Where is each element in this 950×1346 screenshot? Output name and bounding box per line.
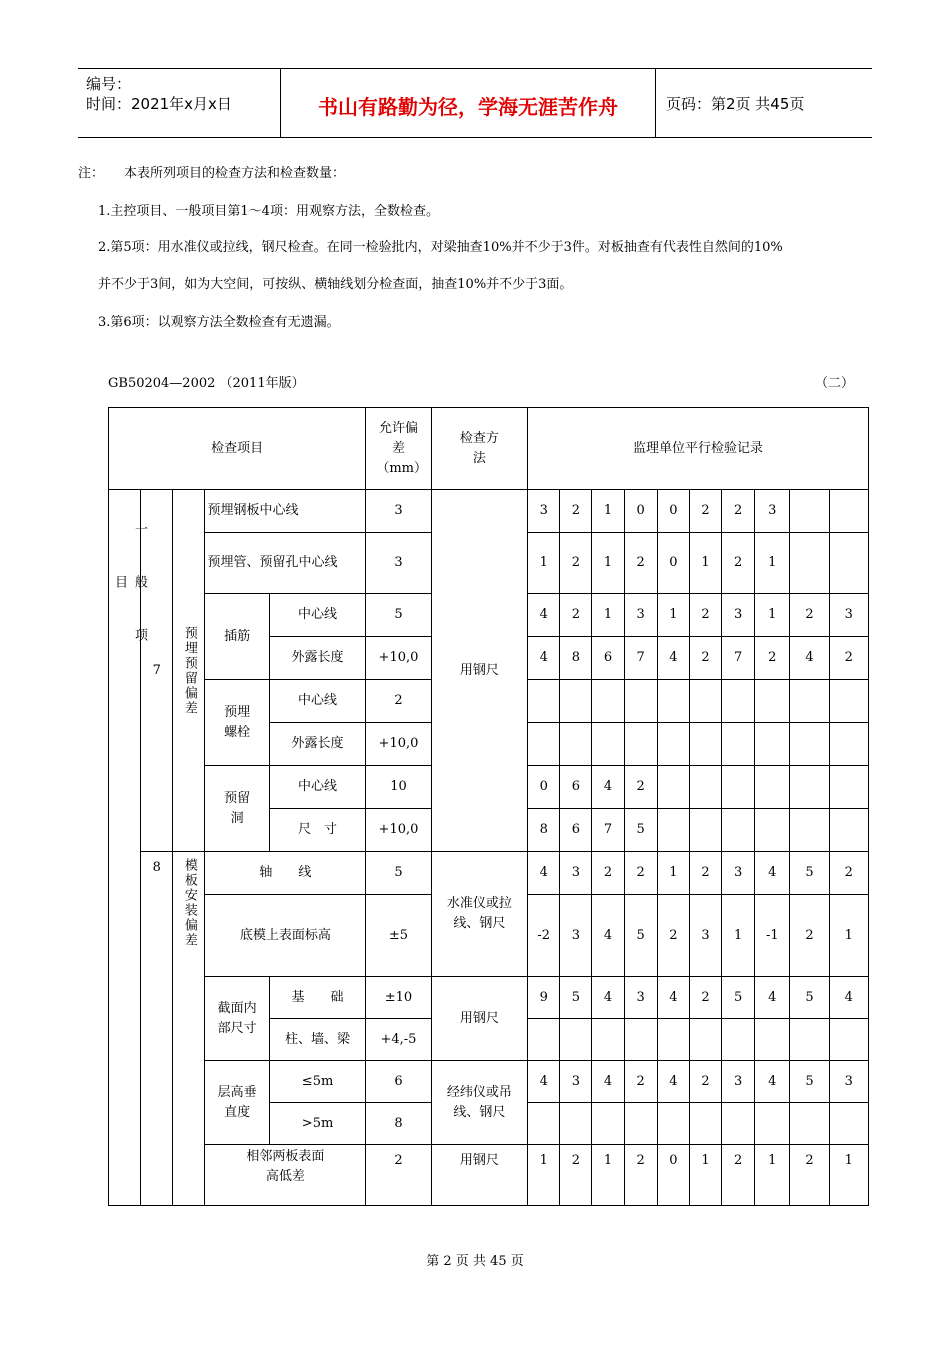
part-number: （二） xyxy=(814,376,854,391)
record-cell: 4 xyxy=(592,766,624,809)
tol-axis: 5 xyxy=(366,852,431,895)
label-center: 中心线 xyxy=(269,766,366,809)
record-cell: 1 xyxy=(592,594,624,637)
record-cell xyxy=(829,809,868,852)
record-cell: 2 xyxy=(722,1145,755,1206)
record-cell xyxy=(755,1103,790,1145)
label-base: 基 础 xyxy=(269,977,366,1019)
record-cell xyxy=(528,1103,560,1145)
tol-le5: 6 xyxy=(366,1061,431,1103)
record-cell xyxy=(829,766,868,809)
record-cell xyxy=(790,680,829,723)
label-adjacent: 相邻两板表面高低差 xyxy=(205,1145,366,1206)
record-cell: 3 xyxy=(624,977,657,1019)
record-cell xyxy=(790,723,829,766)
record-cell: 3 xyxy=(560,895,592,977)
record-cell: 2 xyxy=(790,895,829,977)
record-cell: 0 xyxy=(657,490,689,533)
record-cell: 4 xyxy=(755,1061,790,1103)
record-cell: 2 xyxy=(657,895,689,977)
record-cell xyxy=(790,1019,829,1061)
record-cell: 4 xyxy=(528,637,560,680)
method-section-ruler: 用钢尺 xyxy=(431,977,527,1061)
record-cell: 2 xyxy=(689,594,721,637)
record-cell: 3 xyxy=(722,852,755,895)
note-lead: 注： xyxy=(78,166,105,181)
header-row xyxy=(109,408,869,490)
record-cell: 1 xyxy=(829,895,868,977)
record-cell: 3 xyxy=(829,1061,868,1103)
record-cell xyxy=(790,809,829,852)
label-rebar: 插筋 xyxy=(205,594,269,680)
record-cell xyxy=(689,766,721,809)
standard-code: GB50204—2002 （2011年版） xyxy=(108,376,305,391)
record-cell xyxy=(528,1019,560,1061)
record-cell: 4 xyxy=(592,895,624,977)
label-bolt: 预埋螺栓 xyxy=(205,680,269,766)
record-cell: 2 xyxy=(689,852,721,895)
note-item-1: 1.主控项目、一般项目第1～4项：用观察方法，全数检查。 xyxy=(98,204,439,219)
record-cell: 1 xyxy=(755,533,790,594)
record-cell xyxy=(657,1103,689,1145)
label-center: 中心线 xyxy=(269,594,366,637)
tol-hole-size: +10,0 xyxy=(366,809,431,852)
record-cell xyxy=(624,1019,657,1061)
tol-col-wall-beam: +4,-5 xyxy=(366,1019,431,1061)
record-cell: 4 xyxy=(592,1061,624,1103)
row-axis xyxy=(109,852,869,895)
record-cell xyxy=(722,1019,755,1061)
record-cell: 1 xyxy=(592,533,624,594)
record-cell: 4 xyxy=(528,1061,560,1103)
group-8-name: 模板安装偏差 xyxy=(181,858,197,948)
page-label: 页码：第2页 共45页 xyxy=(666,95,805,113)
record-cell: 2 xyxy=(722,533,755,594)
tol-gt5: 8 xyxy=(366,1103,431,1145)
record-cell: 2 xyxy=(689,637,721,680)
record-cell: 1 xyxy=(689,533,721,594)
record-cell: 5 xyxy=(560,977,592,1019)
record-cell xyxy=(722,723,755,766)
record-cell xyxy=(528,723,560,766)
record-cell: 0 xyxy=(657,1145,689,1206)
record-cell: 1 xyxy=(829,1145,868,1206)
label-axis: 轴 线 xyxy=(205,852,366,895)
record-cell: -1 xyxy=(755,895,790,977)
label-gt5: >5m xyxy=(269,1103,366,1145)
record-cell: -2 xyxy=(528,895,560,977)
record-cell xyxy=(829,723,868,766)
record-cell xyxy=(592,1019,624,1061)
category-label: 一般项目 xyxy=(112,521,147,681)
record-cell: 0 xyxy=(528,766,560,809)
record-cell: 0 xyxy=(657,533,689,594)
tol-bolt-exposed: +10,0 xyxy=(366,723,431,766)
record-cell xyxy=(689,809,721,852)
record-cell: 8 xyxy=(528,809,560,852)
label-col-wall-beam: 柱、墙、梁 xyxy=(269,1019,366,1061)
label-center: 中心线 xyxy=(269,680,366,723)
record-cell: 3 xyxy=(560,1061,592,1103)
record-cell: 4 xyxy=(755,852,790,895)
record-cell xyxy=(624,1103,657,1145)
record-cell: 3 xyxy=(560,852,592,895)
tol-bolt-center: 2 xyxy=(366,680,431,723)
record-cell: 2 xyxy=(829,852,868,895)
record-cell xyxy=(755,1019,790,1061)
record-cell: 1 xyxy=(592,1145,624,1206)
record-cell: 4 xyxy=(657,977,689,1019)
record-cell: 1 xyxy=(528,533,560,594)
group-8-name-cell xyxy=(173,852,205,1206)
record-cell: 4 xyxy=(657,637,689,680)
record-cell xyxy=(790,533,829,594)
record-cell: 3 xyxy=(624,594,657,637)
record-cell: 3 xyxy=(528,490,560,533)
record-cell: 5 xyxy=(722,977,755,1019)
record-cell: 1 xyxy=(722,895,755,977)
header-tolerance: 允许偏差（mm） xyxy=(366,408,431,490)
record-cell: 4 xyxy=(829,977,868,1019)
label-exposed: 外露长度 xyxy=(269,637,366,680)
record-cell: 6 xyxy=(560,809,592,852)
record-cell: 1 xyxy=(755,1145,790,1206)
record-cell: 2 xyxy=(689,490,721,533)
record-cell: 2 xyxy=(592,852,624,895)
record-cell: 2 xyxy=(624,766,657,809)
method-level-line: 水准仪或拉线、钢尺 xyxy=(431,852,527,977)
record-cell: 2 xyxy=(560,1145,592,1206)
number-label: 编号： xyxy=(86,75,132,93)
record-cell xyxy=(829,490,868,533)
tol-bottom-elev: ±5 xyxy=(366,895,431,977)
record-cell xyxy=(829,1019,868,1061)
record-cell xyxy=(722,680,755,723)
record-cell xyxy=(722,809,755,852)
record-cell: 5 xyxy=(624,895,657,977)
record-cell: 2 xyxy=(829,637,868,680)
tol-pipe-center: 3 xyxy=(366,533,431,594)
record-cell xyxy=(755,766,790,809)
time-label: 时间：2021年x月x日 xyxy=(86,95,232,113)
record-cell: 7 xyxy=(722,637,755,680)
record-cell: 5 xyxy=(790,1061,829,1103)
record-cell: 1 xyxy=(528,1145,560,1206)
record-cell: 2 xyxy=(722,490,755,533)
record-cell xyxy=(829,1103,868,1145)
record-cell xyxy=(592,1103,624,1145)
header-divider xyxy=(280,69,281,137)
label-exposed: 外露长度 xyxy=(269,723,366,766)
record-cell xyxy=(657,766,689,809)
record-cell: 3 xyxy=(755,490,790,533)
label-section: 截面内部尺寸 xyxy=(205,977,269,1061)
record-cell: 4 xyxy=(592,977,624,1019)
record-cell: 3 xyxy=(722,594,755,637)
tol-adjacent: 2 xyxy=(366,1145,431,1206)
row-vertical-le5 xyxy=(109,1061,869,1103)
label-bottom-elev: 底模上表面标高 xyxy=(205,895,366,977)
record-cell: 2 xyxy=(790,1145,829,1206)
group-8-no: 8 xyxy=(141,852,173,1206)
label-le5: ≤5m xyxy=(269,1061,366,1103)
record-cell xyxy=(560,723,592,766)
record-cell xyxy=(755,809,790,852)
record-cell: 6 xyxy=(592,637,624,680)
method-adjacent-ruler: 用钢尺 xyxy=(431,1145,527,1206)
record-cell: 2 xyxy=(560,594,592,637)
record-cell xyxy=(689,723,721,766)
record-cell xyxy=(657,809,689,852)
record-cell xyxy=(722,1103,755,1145)
record-cell xyxy=(790,490,829,533)
label-vertical: 层高垂直度 xyxy=(205,1061,269,1145)
header-divider xyxy=(655,69,656,137)
row-adjacent xyxy=(109,1145,869,1206)
record-cell xyxy=(592,680,624,723)
method-steel-ruler: 用钢尺 xyxy=(431,490,527,852)
record-cell: 4 xyxy=(755,977,790,1019)
tol-hole-center: 10 xyxy=(366,766,431,809)
label-hole: 预留洞 xyxy=(205,766,269,852)
record-cell xyxy=(624,723,657,766)
record-cell: 2 xyxy=(624,1061,657,1103)
record-cell: 7 xyxy=(592,809,624,852)
record-cell xyxy=(790,1103,829,1145)
record-cell xyxy=(560,1103,592,1145)
record-cell xyxy=(657,680,689,723)
row-section-base xyxy=(109,977,869,1019)
note-item-2-cont: 并不少于3间，如为大空间，可按纵、横轴线划分检查面，抽查10%并不少于3面。 xyxy=(98,277,573,292)
record-cell xyxy=(528,680,560,723)
record-cell: 2 xyxy=(755,637,790,680)
note-item-2: 2.第5项：用水准仪或拉线，钢尺检查。在同一检验批内，对梁抽查10%并不少于3件。对板抽查有代表性自然间的10% xyxy=(98,240,783,255)
record-cell: 3 xyxy=(829,594,868,637)
row-plate-center xyxy=(109,490,869,533)
record-cell xyxy=(560,680,592,723)
group-7-name: 预埋预留偏差 xyxy=(181,625,197,716)
inspection-table xyxy=(108,407,869,1206)
record-cell xyxy=(657,723,689,766)
header-item: 检查项目 xyxy=(109,408,366,490)
label-pipe-center: 预埋管、预留孔中心线 xyxy=(205,533,366,594)
tol-plate-center: 3 xyxy=(366,490,431,533)
method-theodolite: 经纬仪或吊线、钢尺 xyxy=(431,1061,527,1145)
group-7-name-cell xyxy=(173,490,205,852)
record-cell: 2 xyxy=(560,490,592,533)
record-cell: 2 xyxy=(624,533,657,594)
record-cell xyxy=(829,533,868,594)
record-cell: 2 xyxy=(560,533,592,594)
record-cell: 1 xyxy=(657,594,689,637)
record-cell xyxy=(755,723,790,766)
record-cell xyxy=(689,1019,721,1061)
note-item-3: 3.第6项：以观察方法全数检查有无遗漏。 xyxy=(98,315,340,330)
record-cell: 8 xyxy=(560,637,592,680)
record-cell xyxy=(560,1019,592,1061)
record-cell: 4 xyxy=(528,852,560,895)
tol-rebar-exposed: +10,0 xyxy=(366,637,431,680)
record-cell: 1 xyxy=(755,594,790,637)
record-cell xyxy=(624,680,657,723)
record-cell: 0 xyxy=(624,490,657,533)
record-cell: 1 xyxy=(657,852,689,895)
record-cell: 2 xyxy=(624,852,657,895)
record-cell: 3 xyxy=(689,895,721,977)
record-cell: 2 xyxy=(689,977,721,1019)
record-cell: 2 xyxy=(624,1145,657,1206)
record-cell: 1 xyxy=(689,1145,721,1206)
record-cell xyxy=(755,680,790,723)
category-cell xyxy=(109,490,147,1206)
tol-base: ±10 xyxy=(366,977,431,1019)
record-cell: 9 xyxy=(528,977,560,1019)
record-cell: 5 xyxy=(790,977,829,1019)
record-cell: 5 xyxy=(790,852,829,895)
record-cell: 1 xyxy=(592,490,624,533)
label-plate-center: 预埋钢板中心线 xyxy=(205,490,366,533)
record-cell: 4 xyxy=(528,594,560,637)
record-cell: 7 xyxy=(624,637,657,680)
record-cell xyxy=(689,1103,721,1145)
record-cell xyxy=(592,723,624,766)
group-7-no: 7 xyxy=(141,490,173,852)
record-cell xyxy=(722,766,755,809)
record-cell xyxy=(657,1019,689,1061)
note-intro: 本表所列项目的检查方法和检查数量： xyxy=(124,166,346,181)
record-cell: 5 xyxy=(624,809,657,852)
header-method: 检查方法 xyxy=(431,408,527,490)
header-record: 监理单位平行检验记录 xyxy=(528,408,869,490)
tol-rebar-center: 5 xyxy=(366,594,431,637)
record-cell xyxy=(829,680,868,723)
record-cell xyxy=(790,766,829,809)
record-cell: 2 xyxy=(790,594,829,637)
motto: 书山有路勤为径，学海无涯苦作舟 xyxy=(318,95,618,119)
record-cell: 3 xyxy=(722,1061,755,1103)
record-cell: 4 xyxy=(657,1061,689,1103)
label-size: 尺 寸 xyxy=(269,809,366,852)
record-cell: 4 xyxy=(790,637,829,680)
record-cell xyxy=(689,680,721,723)
page-header xyxy=(78,68,872,138)
record-cell: 2 xyxy=(689,1061,721,1103)
record-cell: 6 xyxy=(560,766,592,809)
page-footer: 第 2 页 共 45 页 xyxy=(426,1254,524,1269)
